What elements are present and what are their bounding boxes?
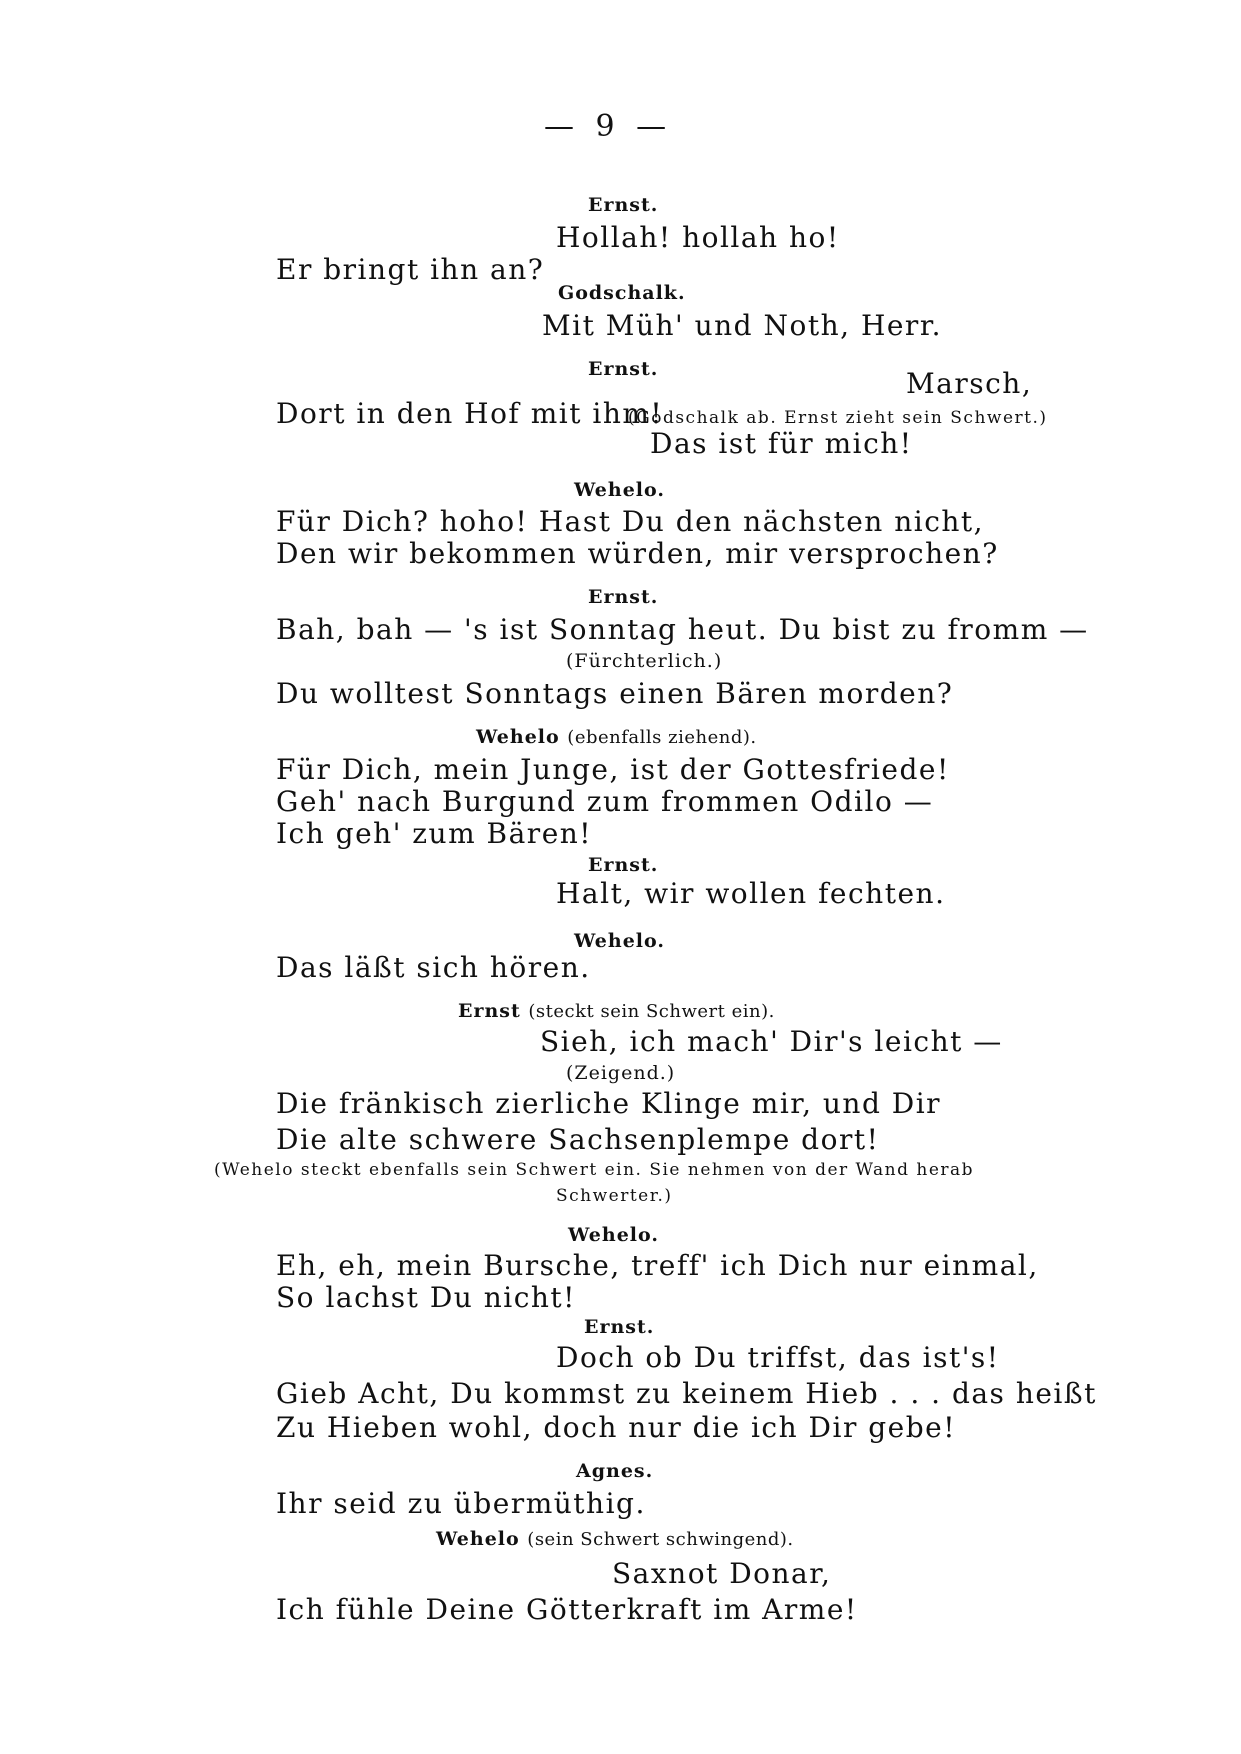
verse-line: Du wolltest Sonntags einen Bären morden? (276, 677, 954, 710)
speaker-name: Wehelo. (574, 479, 665, 501)
speaker-direction: (sein Schwert schwingend). (527, 1529, 794, 1550)
speaker-name: Wehelo. (568, 1224, 659, 1246)
verse-line: Das ist für mich! (650, 427, 913, 460)
stage-direction: (Fürchterlich.) (566, 650, 723, 672)
page-number: — 9 — (544, 109, 673, 144)
verse-line: Doch ob Du triffst, das ist's! (556, 1341, 1000, 1374)
stage-direction: (Godschalk ab. Ernst zieht sein Schwert.) (628, 408, 1048, 428)
verse-line: Das läßt sich hören. (276, 951, 591, 984)
verse-line: Mit Müh' und Noth, Herr. (542, 309, 943, 342)
verse-line: Eh, eh, mein Bursche, treff' ich Dich nur einmal, (276, 1249, 1039, 1282)
verse-line: Dort in den Hof mit ihm! (276, 397, 664, 430)
stage-direction: (Zeigend.) (566, 1062, 676, 1084)
verse-line: Sieh, ich mach' Dir's leicht — (540, 1025, 1003, 1058)
speaker-name (436, 1530, 794, 1549)
verse-line: Saxnot Donar, (612, 1557, 832, 1590)
verse-line: Für Dich? hoho! Hast Du den nächsten nicht, (276, 505, 985, 538)
verse-line: Gieb Acht, Du kommst zu keinem Hieb . . . das heißt (276, 1377, 1097, 1410)
verse-line: Geh' nach Burgund zum frommen Odilo — (276, 785, 934, 818)
verse-line: Marsch, (906, 367, 1033, 400)
verse-line: Bah, bah — 's ist Sonntag heut. Du bist zu fromm — (276, 613, 1089, 646)
speaker-name: Ernst. (584, 1316, 655, 1338)
speaker-name: Ernst. (588, 194, 659, 216)
verse-line: Ich geh' zum Bären! (276, 817, 593, 850)
speaker-direction: (ebenfalls ziehend). (567, 727, 757, 748)
verse-line: Halt, wir wollen fechten. (556, 877, 946, 910)
speaker-label: Wehelo (436, 1528, 520, 1550)
verse-line: So lachst Du nicht! (276, 1281, 576, 1314)
speaker-label: Wehelo (476, 726, 560, 748)
speaker-name: Ernst. (588, 358, 659, 380)
verse-line: Die alte schwere Sachsenplempe dort! (276, 1123, 880, 1156)
speaker-label: Ernst (458, 1000, 521, 1022)
verse-line: Zu Hieben wohl, doch nur die ich Dir gebe! (276, 1411, 956, 1444)
verse-line: Den wir bekommen würden, mir versprochen? (276, 537, 999, 570)
speaker-name: Godschalk. (558, 282, 686, 304)
speaker-name (458, 1002, 775, 1021)
verse-line: Ihr seid zu übermüthig. (276, 1487, 646, 1520)
speaker-name: Wehelo. (574, 930, 665, 952)
speaker-direction: (steckt sein Schwert ein). (528, 1001, 775, 1022)
speaker-name: Ernst. (588, 586, 659, 608)
stage-direction: Schwerter.) (556, 1186, 673, 1206)
speaker-name: Ernst. (588, 854, 659, 876)
verse-line: Ich fühle Deine Götterkraft im Arme! (276, 1593, 858, 1626)
verse-line: Hollah! hollah ho! (556, 221, 840, 254)
verse-line: Die fränkisch zierliche Klinge mir, und Dir (276, 1087, 942, 1120)
verse-line: Er bringt ihn an? (276, 253, 545, 286)
stage-direction: (Wehelo steckt ebenfalls sein Schwert ein. Sie nehmen von der Wand herab (214, 1160, 975, 1180)
speaker-name (476, 728, 757, 747)
speaker-name: Agnes. (576, 1460, 654, 1482)
verse-line: Für Dich, mein Junge, ist der Gottesfriede! (276, 753, 950, 786)
